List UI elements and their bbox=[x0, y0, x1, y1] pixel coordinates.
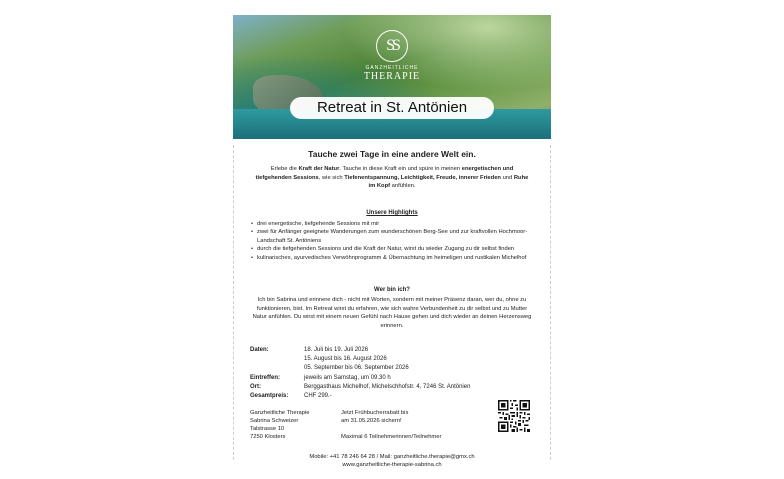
intro-text bbox=[255, 165, 529, 191]
who-heading: Wer bin ich? bbox=[374, 287, 410, 293]
place-label: Ort: bbox=[250, 383, 261, 390]
who-text: Ich bin Sabrina und erinnere dich - nicht mit Worten, sondern mit meiner Präsenz daran, wer du, ohne zu funktionieren, bist. Im Retreat wirst du erfahren, wie sich wahre Verbundenheit zu dir selbst und zu Mutter Natur anfühlen. Du wirst mit einem neuen Gefühl nach Hause gehen und dich wieder an deinen Herzensweg erinnern. bbox=[252, 297, 532, 329]
contact-line: Ganzheitliche Therapie bbox=[250, 410, 310, 416]
checkin-label: Eintreffen: bbox=[250, 374, 280, 381]
logo-line-2: THERAPIE bbox=[363, 71, 421, 82]
place-value: Berggasthaus Michelhof, Michelschhofstr. 4, 7246 St. Antönien bbox=[304, 383, 471, 390]
intro-bold: Kraft der Natur bbox=[298, 166, 340, 172]
intro-part: . Tauche in diese Kraft ein und spüre in meinen bbox=[339, 166, 462, 172]
intro-bold: Tiefenentspannung, Leichtigkeit, Freude, innerer Frieden bbox=[344, 174, 501, 181]
intro-bold: Ruhe im Kopf bbox=[368, 174, 529, 190]
offer-line: am 31.05.2026 sichern! bbox=[341, 418, 402, 424]
logo-monogram: SS bbox=[376, 30, 408, 62]
checkin-row bbox=[250, 374, 540, 383]
price-label: Gesamtpreis: bbox=[250, 393, 289, 400]
dates-label: Daten: bbox=[250, 347, 269, 353]
retreat-details bbox=[250, 346, 540, 401]
date-entry: 05. September bis 06. September 2026 bbox=[304, 365, 409, 372]
footer-website[interactable]: www.ganzheitliche-therapie-sabrina.ch bbox=[342, 462, 442, 469]
intro-part: Erlebe die bbox=[270, 166, 299, 172]
contact-address bbox=[250, 409, 330, 441]
participant-limit: Maximal 6 Teilnehmerinnen/Teilnehmer bbox=[341, 434, 442, 440]
dashed-border-right bbox=[550, 145, 551, 460]
contact-line: Talstrasse 10 bbox=[250, 426, 285, 432]
contact-line: Sabrina Schweizer bbox=[250, 418, 299, 424]
dates-row bbox=[250, 346, 540, 374]
intro-bold: energetischen und tiefgehenden Sessions bbox=[255, 166, 514, 181]
price-row bbox=[250, 392, 540, 401]
footer-contact bbox=[233, 453, 551, 470]
hero-image bbox=[233, 15, 551, 139]
offer-line: Jetzt Frühbucherrabatt bis bbox=[341, 410, 409, 416]
highlights-list bbox=[251, 220, 539, 262]
intro-part: und bbox=[500, 174, 514, 181]
dashed-border-left bbox=[233, 145, 234, 460]
flyer bbox=[233, 15, 551, 469]
highlight-item: • zwei für Anfänger geeignete Wanderungen zum wunderschönen Berg-See und zur kraftvollen Hochmoor-Landschaft St. Antöniens bbox=[251, 228, 539, 245]
highlight-item: • drei energetische, tiefgehende Sessions mit mir bbox=[251, 220, 539, 228]
highlights-heading: Unsere Highlights bbox=[366, 210, 418, 216]
place-row bbox=[250, 383, 540, 392]
early-bird-offer bbox=[341, 409, 481, 441]
highlight-item: • kulinarisches, ayurvedisches Verwöhnprogramm & Übernachtung im heimeligen und rustikalen Michelhof bbox=[251, 254, 539, 262]
date-entry: 18. Juli bis 19. Juli 2026 bbox=[304, 347, 369, 353]
price-value: CHF 299.- bbox=[304, 393, 332, 400]
logo-line-1: GANZHEITLICHE bbox=[365, 65, 419, 71]
date-entry: 15. August bis 16. August 2026 bbox=[304, 356, 387, 363]
highlight-item: • durch die tiefgehenden Sessions und die Kraft der Natur, wirst du wieder Zugang zu dir selbst finden bbox=[251, 245, 539, 253]
intro-part: , wie sich bbox=[318, 174, 345, 181]
subtitle: Tauche zwei Tage in eine andere Welt ein. bbox=[308, 149, 476, 159]
contact-line: 7250 Klosters bbox=[250, 434, 286, 440]
retreat-title: Retreat in St. Antönien bbox=[290, 97, 494, 119]
intro-part: anfühlen. bbox=[390, 183, 416, 190]
qr-code-icon[interactable] bbox=[498, 400, 530, 432]
footer-phone-mail[interactable]: Mobile: +41 78 246 64 28 / Mail: ganzheitliche.therapie@gmx.ch bbox=[309, 454, 475, 460]
dates-values bbox=[304, 346, 540, 374]
checkin-value: jeweils am Samstag, um 09.30 h bbox=[304, 374, 391, 381]
